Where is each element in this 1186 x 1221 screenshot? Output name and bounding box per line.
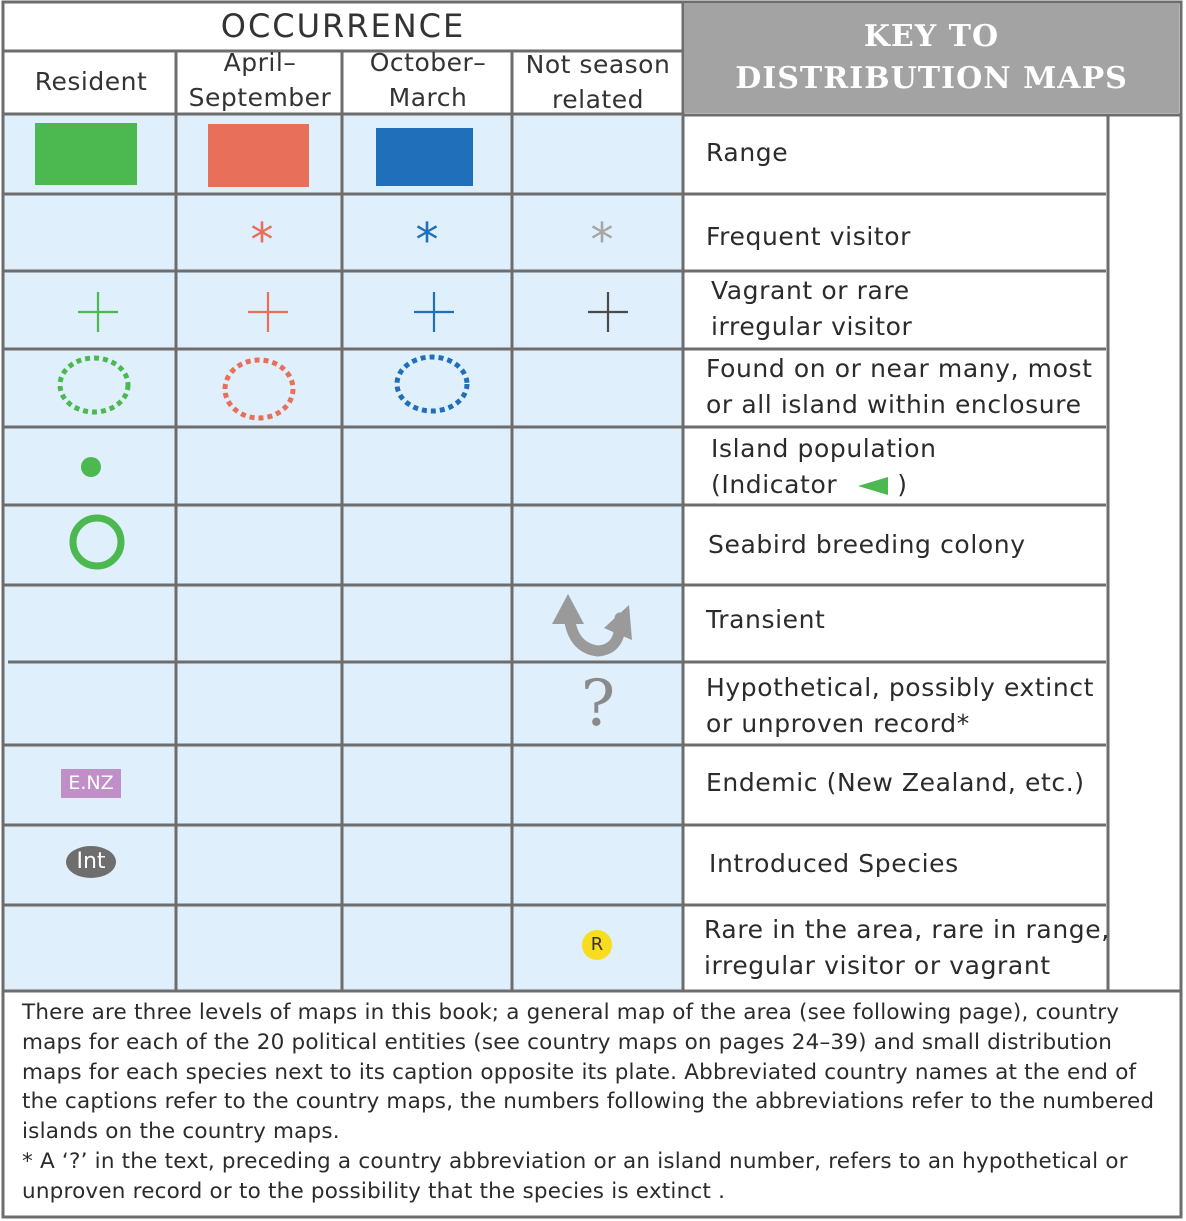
key-row-text: Endemic (New Zealand, etc.) bbox=[706, 768, 1085, 797]
footer-paragraph: There are three levels of maps in this book; a general map of the area (see following page), country maps for each of the 20 political entities (see country maps on pages 24–39) and small distribution maps for each species next to its caption opposite its plate. Abbreviated country names at the end of the captions refer to the country maps, the numbers following the abbreviations refer to the numbered islands on the country maps. bbox=[22, 1000, 1155, 1145]
key-row-text: ) bbox=[897, 470, 908, 499]
key-row-text: Hypothetical, possibly extinct bbox=[706, 673, 1095, 702]
key-row-transient bbox=[706, 602, 825, 638]
occurrence-title: OCCURRENCE bbox=[220, 7, 466, 45]
key-title-line: KEY TO bbox=[863, 19, 1000, 54]
endemic-badge: E.NZ bbox=[61, 769, 121, 798]
asterisk-icon: * bbox=[590, 213, 614, 267]
transient-arrow-icon bbox=[552, 594, 632, 651]
key-title-line: DISTRIBUTION MAPS bbox=[735, 61, 1128, 96]
plus-icon bbox=[588, 292, 628, 332]
question-icon: ? bbox=[580, 667, 616, 741]
footer-notes bbox=[22, 998, 1172, 1207]
key-row-text: Frequent visitor bbox=[706, 222, 912, 251]
key-row-text: Seabird breeding colony bbox=[708, 530, 1026, 559]
asterisk-icon: * bbox=[250, 213, 274, 267]
ring-icon bbox=[73, 518, 121, 566]
dotted-ellipse-icon bbox=[397, 357, 467, 411]
key-row-text: Range bbox=[706, 138, 789, 167]
key-row-text: Rare in the area, rare in range, bbox=[704, 915, 1110, 944]
asterisk-icon: * bbox=[415, 213, 439, 267]
key-row-text: Found on or near many, most bbox=[706, 354, 1093, 383]
footer-note: * A ‘?’ in the text, preceding a country abbreviation or an island number, refers to an hypothetical or unproven record or to the possibility that the species is extinct . bbox=[22, 1148, 1128, 1204]
key-row-range bbox=[706, 135, 788, 171]
key-row-text: Island population bbox=[711, 434, 937, 463]
column-header-label: October– bbox=[369, 48, 487, 77]
key-row-vagrant bbox=[711, 273, 912, 345]
key-row-endemic bbox=[706, 765, 1085, 801]
key-row-text-line2 bbox=[711, 467, 937, 503]
dotted-ellipse-icon bbox=[60, 358, 128, 412]
plus-icon bbox=[248, 292, 288, 332]
key-row-text: irregular visitor bbox=[711, 312, 913, 341]
column-header-label: April– bbox=[223, 48, 297, 77]
introduced-badge: Int bbox=[66, 846, 116, 878]
column-header-label: related bbox=[552, 85, 644, 114]
key-row-text: or unproven record* bbox=[706, 709, 970, 738]
dotted-ellipse-icon bbox=[225, 360, 293, 418]
key-row-text: or all island within enclosure bbox=[706, 390, 1082, 419]
key-row-breeding-colony bbox=[708, 527, 1026, 563]
range-square-icon bbox=[35, 123, 137, 185]
key-row-text: (Indicator bbox=[711, 470, 838, 499]
key-row-frequent-visitor bbox=[706, 219, 911, 255]
column-header-label: Not season bbox=[525, 50, 671, 79]
key-row-rare bbox=[704, 912, 1110, 984]
key-row-hypothetical bbox=[706, 670, 1094, 742]
key-row-text: irregular visitor or vagrant bbox=[704, 951, 1051, 980]
range-square-icon bbox=[376, 128, 473, 186]
column-header-label: Resident bbox=[34, 67, 148, 96]
range-square-icon bbox=[208, 124, 309, 187]
key-row-text: Transient bbox=[706, 605, 826, 634]
rare-badge: R bbox=[582, 930, 612, 960]
plus-icon bbox=[78, 292, 118, 332]
key-row-text: Vagrant or rare bbox=[711, 276, 910, 305]
dot-icon bbox=[81, 457, 101, 477]
key-row-introduced bbox=[709, 846, 959, 882]
key-row-island-population bbox=[711, 431, 937, 503]
plus-icon bbox=[414, 292, 454, 332]
column-header-label: September bbox=[188, 83, 332, 112]
key-row-enclosure bbox=[706, 351, 1093, 423]
column-header-label: March bbox=[388, 83, 468, 112]
key-row-text: Introduced Species bbox=[709, 849, 959, 878]
